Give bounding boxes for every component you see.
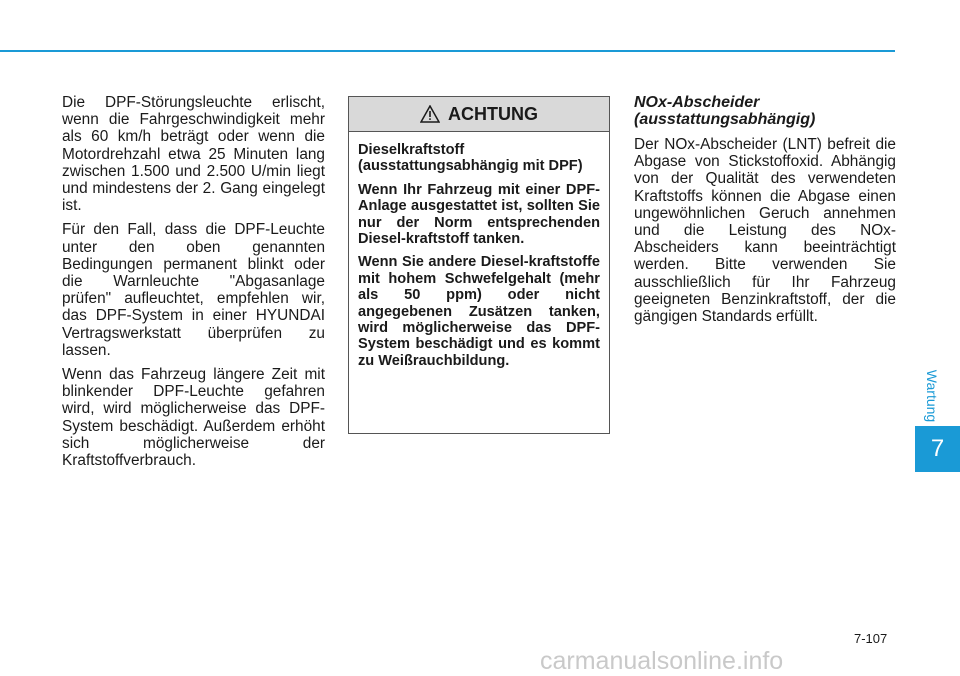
warning-title: ACHTUNG — [448, 103, 538, 124]
section-label — [918, 366, 946, 426]
warning-body — [349, 132, 609, 369]
chapter-number: 7 — [930, 435, 945, 462]
page-number: 7-107 — [854, 631, 888, 646]
warning-paragraph: Wenn Sie andere Diesel-kraftstoffe mit hohem Schwefelgehalt (mehr als 50 ppm) oder nicht angegebenen Zusätzen tanken, wird möglicherweise das DPF-System beschädigt und es kommt zu Weißrauchbildung. — [358, 254, 600, 369]
watermark: carmanualsonline.info — [540, 647, 784, 675]
header-rule — [0, 50, 895, 52]
paragraph: Der NOx-Abscheider (LNT) befreit die Abgase von Stickstoffoxid. Abhängig von der Qualität des verwendeten Kraftstoffs können die Abgase einen ungewöhnlichen Geruch annehmen und die Leistung des NOx-Abscheiders kann beeinträchtigt werden. Bitte verwenden Sie ausschließlich für Ihr Fahrzeug geeigneten Benzinkraftstoff, der die gängigen Standards erfüllt. — [634, 136, 896, 326]
warning-paragraph: Wenn Ihr Fahrzeug mit einer DPF-Anlage ausgestattet ist, sollten Sie nur der Norm entsprechenden Diesel-kraftstoff tanken. — [358, 181, 600, 248]
section-label-text: Wartung — [924, 369, 941, 423]
column-right — [634, 94, 896, 332]
paragraph: Für den Fall, dass die DPF-Leuchte unter den oben genannten Bedingungen permanent blinkt oder die Warnleuchte "Abgasanlage prüfen" aufleuchtet, empfehlen wir, das DPF-System in einer HYUNDAI Vertragswerkstatt überprüfen zu lassen. — [62, 221, 325, 359]
warning-triangle-icon — [420, 105, 440, 123]
warning-box — [348, 96, 610, 434]
column-left — [62, 94, 325, 476]
chapter-tab — [915, 426, 960, 472]
warning-header — [349, 97, 609, 132]
warning-subtitle: Dieselkraftstoff (ausstattungsabhängig mit DPF) — [358, 142, 583, 175]
paragraph: Wenn das Fahrzeug längere Zeit mit blinkender DPF-Leuchte gefahren wird, wird möglicherweise das DPF-System beschädigt. Außerdem erhöht sich möglicherweise der Kraftstoffverbrauch. — [62, 366, 325, 470]
section-heading: NOx-Abscheider (ausstattungsabhängig) — [634, 94, 816, 128]
paragraph: Die DPF-Störungsleuchte erlischt, wenn die Fahrgeschwindigkeit mehr als 60 km/h beträgt oder wenn die Motordrehzahl etwa 25 Minuten lang zwischen 1.500 und 2.500 U/min liegt und mindestens der 2. Gang eingelegt ist. — [62, 94, 325, 215]
